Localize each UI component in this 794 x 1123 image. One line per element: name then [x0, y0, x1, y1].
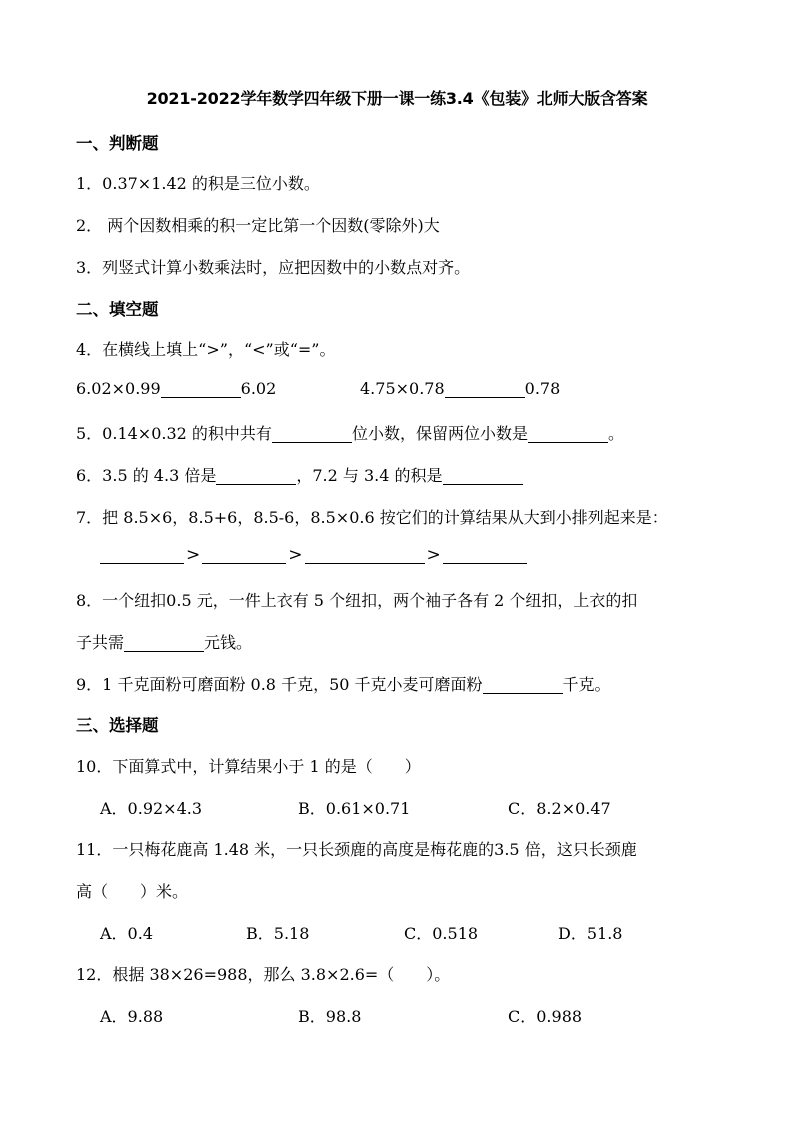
q12-option-a[interactable]: A．9.88: [100, 1007, 164, 1026]
q9-text-1: 9．1 千克面粉可磨面粉 0.8 千克，50 千克小麦可磨面粉: [76, 675, 483, 694]
q4b-left: 4.75×0.78: [360, 379, 445, 398]
q4b-right: 0.78: [524, 379, 561, 398]
q12-option-b[interactable]: B．98.8: [298, 1007, 362, 1026]
page-title: 2021-2022学年数学四年级下册一课一练3.4《包装》北师大版含答案: [146, 89, 648, 108]
answer-blank[interactable]: [305, 545, 425, 564]
question-1: 1．0.37×1.42 的积是三位小数。: [76, 174, 320, 193]
answer-blank[interactable]: [100, 545, 184, 564]
question-11-line-2: 高（ ）米。: [76, 882, 189, 901]
q8-text-2: 元钱。: [204, 633, 253, 652]
section-heading-true-false: 一、判断题: [76, 134, 159, 153]
q10-option-b[interactable]: B．0.61×0.71: [298, 799, 411, 818]
question-4-stem: 4．在横线上填上“>”，“<”或“=”。: [76, 340, 336, 359]
question-6: [76, 463, 523, 486]
greater-than-sign: >: [288, 545, 303, 565]
q12-option-c[interactable]: C．0.988: [508, 1007, 583, 1026]
question-7-stem: 7．把 8.5×6，8.5+6，8.5-6，8.5×0.6 按它们的计算结果从大到小排列起来是：: [76, 508, 668, 527]
greater-than-sign: >: [186, 545, 201, 565]
q10-option-a[interactable]: A．0.92×4.3: [100, 799, 203, 818]
answer-blank[interactable]: [272, 424, 352, 443]
answer-blank[interactable]: [124, 633, 204, 652]
q11-option-d[interactable]: D．51.8: [558, 924, 623, 943]
question-4-part-a: [76, 379, 276, 398]
q5-text-3: 。: [607, 424, 624, 443]
question-3: 3．列竖式计算小数乘法时，应把因数中的小数点对齐。: [76, 258, 471, 277]
q4a-left: 6.02×0.99: [76, 379, 161, 398]
q5-text-2: 位小数，保留两位小数是: [351, 424, 528, 443]
question-11-line-1: 11．一只梅花鹿高 1.48 米，一只长颈鹿的高度是梅花鹿的3.5 倍，这只长颈鹿: [76, 840, 637, 859]
q11-option-a[interactable]: A．0.4: [100, 924, 154, 943]
q6-text-1: 6．3.5 的 4.3 倍是: [76, 466, 217, 485]
section-heading-multiple-choice: 三、选择题: [76, 716, 159, 735]
answer-blank[interactable]: [528, 424, 608, 443]
q10-option-c[interactable]: C．8.2×0.47: [508, 799, 611, 818]
question-7-answer-row: [100, 545, 527, 565]
answer-blank[interactable]: [445, 379, 525, 398]
q6-text-2: ，7.2 与 3.4 的积是: [296, 466, 443, 485]
question-2: 2． 两个因数相乘的积一定比第一个因数(零除外)大: [76, 216, 440, 235]
q5-text-1: 5．0.14×0.32 的积中共有: [76, 424, 272, 443]
question-12-stem: 12．根据 38×26=988，那么 3.8×2.6=（ ）。: [76, 965, 451, 984]
answer-blank[interactable]: [202, 545, 286, 564]
answer-blank[interactable]: [483, 675, 563, 694]
question-8-line-1: 8．一个纽扣0.5 元，一件上衣有 5 个纽扣，两个袖子各有 2 个纽扣，上衣的扣: [76, 591, 638, 610]
question-10-stem: 10．下面算式中，计算结果小于 1 的是（ ）: [76, 757, 421, 776]
question-8-line-2: [76, 630, 252, 653]
q11-option-b[interactable]: B．5.18: [246, 924, 310, 943]
q8-text-1: 子共需: [76, 633, 125, 652]
q9-text-2: 千克。: [562, 675, 611, 694]
q11-option-c[interactable]: C．0.518: [404, 924, 479, 943]
question-9: [76, 672, 611, 695]
q4a-right: 6.02: [240, 379, 277, 398]
question-5: [76, 421, 624, 444]
answer-blank[interactable]: [443, 466, 523, 485]
answer-blank[interactable]: [161, 379, 241, 398]
question-4-part-b: [360, 379, 560, 398]
answer-blank[interactable]: [216, 466, 296, 485]
greater-than-sign: >: [426, 545, 441, 565]
section-heading-fill-blank: 二、填空题: [76, 300, 159, 319]
answer-blank[interactable]: [443, 545, 527, 564]
